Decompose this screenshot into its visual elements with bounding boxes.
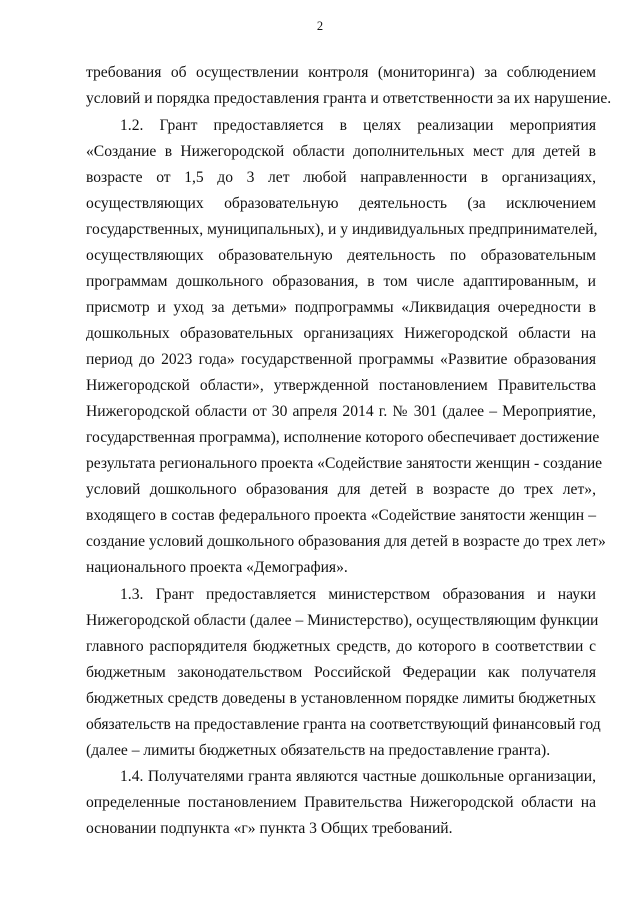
text-line: 1.2. Грант предоставляется в целях реализации мероприятия bbox=[120, 117, 596, 134]
text-line: входящего в состав федерального проекта «Содействие занятости женщин – bbox=[86, 507, 596, 524]
text-line: требования об осуществлении контроля (мониторинга) за соблюдением bbox=[86, 64, 596, 81]
text-line: определенные постановлением Правительства Нижегородской области на bbox=[86, 794, 596, 811]
text-line: главного распорядителя бюджетных средств, до которого в соответствии с bbox=[86, 638, 596, 655]
text-line: основании подпункта «г» пункта 3 Общих требований. bbox=[86, 820, 453, 837]
text-line: 1.4. Получателями гранта являются частные дошкольные организации, bbox=[120, 768, 596, 785]
text-line: осуществляющих образовательную деятельность по образовательным bbox=[86, 247, 596, 264]
text-line: программам дошкольного образования, в том числе адаптированным, и bbox=[86, 273, 596, 290]
text-line: возрасте от 1,5 до 3 лет любой направленности в организациях, bbox=[86, 169, 596, 186]
text-line: бюджетным законодательством Российской Федерации как получателя bbox=[86, 664, 596, 681]
page-number: 2 bbox=[316, 19, 324, 33]
text-line: период до 2023 года» государственной программы «Развитие образования bbox=[86, 351, 596, 368]
text-line: создание условий дошкольного образования для детей в возрасте до трех лет» bbox=[86, 533, 606, 550]
text-line: условий и порядка предоставления гранта и ответственности за их нарушение. bbox=[86, 90, 612, 107]
text-line: результата регионального проекта «Содействие занятости женщин - создание bbox=[86, 455, 603, 472]
text-line: бюджетных средств доведены в установленном порядке лимиты бюджетных bbox=[86, 690, 596, 707]
text-line: Нижегородской области (далее – Министерство), осуществляющим функции bbox=[86, 612, 599, 629]
text-line: обязательств на предоставление гранта на соответствующий финансовый год bbox=[86, 716, 601, 733]
text-line: дошкольных образовательных организациях Нижегородской области на bbox=[86, 325, 596, 342]
text-line: осуществляющих образовательную деятельность (за исключением bbox=[86, 195, 596, 212]
text-line: государственная программа), исполнение которого обеспечивает достижение bbox=[86, 429, 600, 446]
text-line: государственных, муниципальных), и у индивидуальных предпринимателей, bbox=[86, 221, 598, 238]
text-line: национального проекта «Демография». bbox=[86, 559, 348, 576]
text-line: Нижегородской области от 30 апреля 2014 г. № 301 (далее – Мероприятие, bbox=[86, 403, 596, 420]
text-line: присмотр и уход за детьми» подпрограммы «Ликвидация очередности в bbox=[86, 299, 596, 316]
text-line: условий дошкольного образования для детей в возрасте до трех лет», bbox=[86, 481, 596, 498]
text-line: (далее – лимиты бюджетных обязательств на предоставление гранта). bbox=[86, 742, 551, 759]
text-line: 1.3. Грант предоставляется министерством образования и науки bbox=[120, 586, 596, 603]
text-line: «Создание в Нижегородской области дополнительных мест для детей в bbox=[86, 143, 596, 160]
text-line: Нижегородской области», утвержденной постановлением Правительства bbox=[86, 377, 596, 394]
